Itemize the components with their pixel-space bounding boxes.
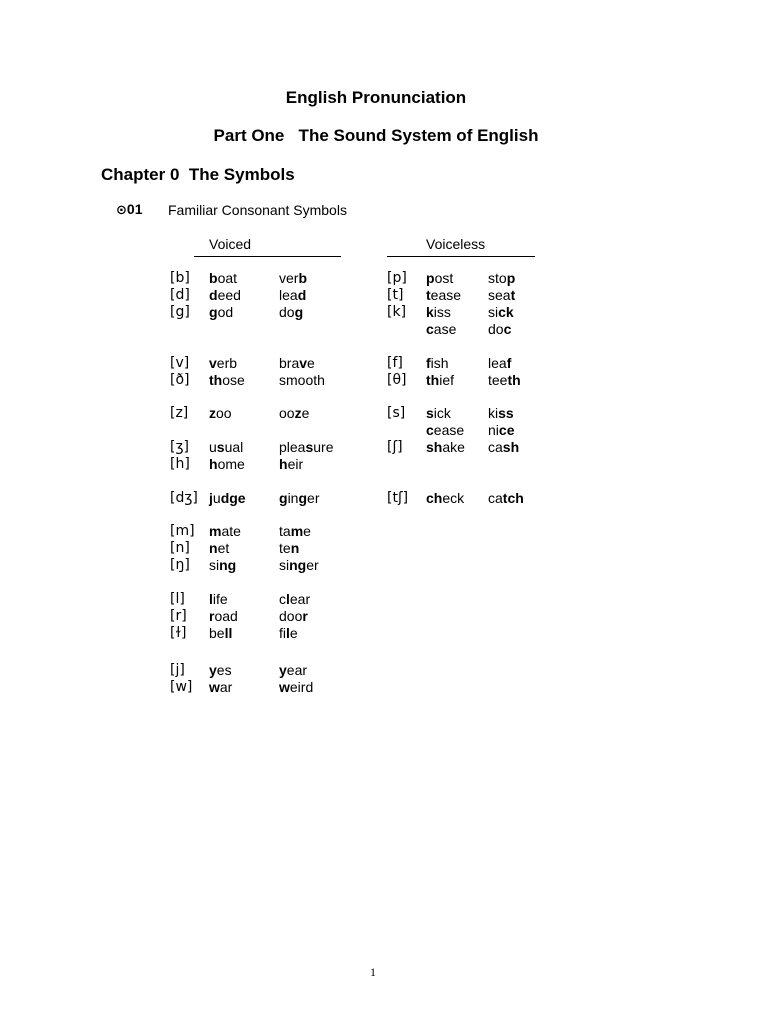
highlighted-letters: tch xyxy=(502,490,524,506)
highlighted-letters: b xyxy=(209,270,218,286)
example-word-initial xyxy=(426,439,465,456)
highlighted-letters: p xyxy=(426,270,435,286)
highlighted-letters: c xyxy=(503,321,512,337)
example-word-final xyxy=(488,405,514,422)
example-word-final xyxy=(488,372,521,389)
highlighted-letters: z xyxy=(209,405,216,421)
example-word-initial xyxy=(209,557,236,574)
word-fragment: eir xyxy=(287,456,304,472)
ipa-symbol: [w] xyxy=(170,679,193,695)
example-word-final xyxy=(488,490,524,507)
word-fragment: ase xyxy=(433,321,457,337)
word-fragment: sto xyxy=(488,270,507,286)
highlighted-letters: n xyxy=(290,540,300,556)
section-header xyxy=(116,201,142,219)
word-fragment: er xyxy=(307,490,320,506)
example-word-initial xyxy=(209,523,241,540)
word-fragment: c xyxy=(279,591,286,607)
example-word-initial xyxy=(426,287,461,304)
voiceless-header-rule xyxy=(387,256,535,257)
highlighted-letters: m xyxy=(209,523,222,539)
word-fragment: plea xyxy=(279,439,306,455)
ipa-symbol: [ŋ] xyxy=(170,557,190,573)
word-fragment: doo xyxy=(279,608,303,624)
document-title: English Pronunciation xyxy=(285,88,467,107)
voiceless-column-header: Voiceless xyxy=(426,236,486,252)
example-word-initial xyxy=(209,405,232,422)
example-word-initial xyxy=(426,405,451,422)
word-fragment: in xyxy=(287,490,299,506)
highlighted-letters: ll xyxy=(224,625,233,641)
highlighted-letters: l xyxy=(286,625,290,641)
highlighted-letters: ng xyxy=(289,557,307,573)
example-word-final xyxy=(279,557,319,574)
word-fragment: od xyxy=(217,304,234,320)
example-word-initial xyxy=(426,422,464,439)
ipa-symbol: [r] xyxy=(170,608,187,624)
example-word-final xyxy=(279,490,319,507)
example-word-initial xyxy=(209,662,232,679)
word-fragment: ish xyxy=(430,355,449,371)
example-word-initial xyxy=(209,608,238,625)
section-number: 01 xyxy=(126,201,143,217)
highlighted-letters: ss xyxy=(498,405,514,421)
word-fragment: ki xyxy=(488,405,499,421)
word-fragment: sea xyxy=(488,287,511,303)
highlighted-letters: f xyxy=(506,355,512,371)
word-fragment: er xyxy=(306,557,319,573)
word-fragment: eird xyxy=(289,679,314,695)
word-fragment: ar xyxy=(219,679,233,695)
example-word-initial xyxy=(426,270,453,287)
example-word-initial xyxy=(209,304,233,321)
word-fragment: ear xyxy=(289,591,311,607)
highlighted-letters: ng xyxy=(219,557,237,573)
word-fragment: oat xyxy=(217,270,238,286)
highlighted-letters: c xyxy=(426,321,434,337)
highlighted-letters: h xyxy=(279,456,288,472)
example-word-initial xyxy=(209,591,228,608)
example-word-final xyxy=(279,439,334,456)
ipa-symbol: [θ] xyxy=(387,372,407,388)
ipa-symbol: [l] xyxy=(170,591,185,607)
word-fragment: ate xyxy=(221,523,241,539)
example-word-final xyxy=(279,625,298,642)
word-fragment: et xyxy=(217,540,230,556)
word-fragment: ome xyxy=(217,456,245,472)
highlighted-letters: ch xyxy=(426,490,443,506)
highlighted-letters: ce xyxy=(498,422,515,438)
word-fragment: ake xyxy=(442,439,465,455)
word-fragment: lea xyxy=(279,287,298,303)
voiced-header-rule xyxy=(194,256,341,257)
example-word-final xyxy=(279,405,309,422)
highlighted-letters: t xyxy=(510,287,516,303)
word-fragment: oo xyxy=(216,405,232,421)
ipa-symbol: [p] xyxy=(387,270,407,286)
word-fragment: be xyxy=(209,625,225,641)
word-fragment: e xyxy=(307,355,315,371)
example-word-final xyxy=(488,355,511,372)
highlighted-letters: s xyxy=(426,405,434,421)
highlighted-letters: g xyxy=(279,490,288,506)
word-fragment: e xyxy=(289,625,298,641)
example-word-final xyxy=(488,287,515,304)
word-fragment: e xyxy=(303,523,311,539)
ipa-symbol: [j] xyxy=(170,662,185,678)
ipa-symbol: [b] xyxy=(170,270,190,286)
highlighted-letters: t xyxy=(426,287,431,303)
example-word-initial xyxy=(209,540,229,557)
ipa-symbol: [g] xyxy=(170,304,190,320)
part-heading: Part One The Sound System of English xyxy=(213,126,539,145)
highlighted-letters: th xyxy=(507,372,521,388)
word-fragment: ca xyxy=(488,439,503,455)
example-word-final xyxy=(279,662,307,679)
example-word-final xyxy=(279,372,325,389)
example-word-final xyxy=(488,321,511,338)
ipa-symbol: [n] xyxy=(170,540,190,556)
example-word-final xyxy=(279,304,303,321)
word-fragment: u xyxy=(209,439,217,455)
word-fragment: si xyxy=(209,557,220,573)
word-fragment: tee xyxy=(488,372,508,388)
ipa-symbol: [z] xyxy=(170,405,189,421)
page-number: 1 xyxy=(370,965,376,979)
ipa-symbol: [ʒ] xyxy=(170,439,190,455)
word-fragment: eed xyxy=(217,287,241,303)
highlighted-letters: b xyxy=(298,270,308,286)
word-fragment: te xyxy=(279,540,291,556)
word-fragment: si xyxy=(488,304,499,320)
ipa-symbol: [f] xyxy=(387,355,403,371)
ipa-symbol: [v] xyxy=(170,355,190,371)
word-fragment: ease xyxy=(433,422,465,438)
word-fragment: iss xyxy=(433,304,451,320)
word-fragment: ost xyxy=(434,270,454,286)
word-fragment: ca xyxy=(488,490,503,506)
word-fragment: oo xyxy=(279,405,295,421)
example-word-final xyxy=(488,439,519,456)
example-word-initial xyxy=(426,304,451,321)
ipa-symbol: [dʒ] xyxy=(170,490,198,506)
example-word-final xyxy=(279,679,313,696)
example-word-initial xyxy=(209,679,232,696)
highlighted-letters: ck xyxy=(498,304,514,320)
ipa-symbol: [ɫ] xyxy=(170,625,187,641)
highlighted-letters: v xyxy=(209,355,217,371)
word-fragment: fi xyxy=(279,625,286,641)
word-fragment: ear xyxy=(286,662,308,678)
ipa-symbol: [ʃ] xyxy=(387,439,403,455)
target-icon: ⊙ xyxy=(116,203,127,218)
highlighted-letters: s xyxy=(216,439,225,455)
word-fragment: e xyxy=(301,405,310,421)
example-word-final xyxy=(279,355,315,372)
word-fragment: eck xyxy=(442,490,465,506)
section-label: Familiar Consonant Symbols xyxy=(168,202,347,218)
example-word-final xyxy=(279,456,303,473)
word-fragment: ni xyxy=(488,422,499,438)
word-fragment: ure xyxy=(313,439,334,455)
highlighted-letters: g xyxy=(294,304,304,320)
ipa-symbol: [ð] xyxy=(170,372,190,388)
word-fragment: oad xyxy=(214,608,238,624)
highlighted-letters: d xyxy=(209,287,218,303)
highlighted-letters: g xyxy=(209,304,218,320)
ipa-symbol: [t] xyxy=(387,287,404,303)
word-fragment: erb xyxy=(216,355,238,371)
ipa-symbol: [h] xyxy=(170,456,190,472)
word-fragment: ease xyxy=(430,287,462,303)
word-fragment: bra xyxy=(279,355,300,371)
word-fragment: ife xyxy=(212,591,228,607)
ipa-symbol: [m] xyxy=(170,523,195,539)
highlighted-letters: p xyxy=(506,270,516,286)
example-word-initial xyxy=(426,355,449,372)
word-fragment: ta xyxy=(279,523,291,539)
highlighted-letters: d xyxy=(297,287,307,303)
example-word-initial xyxy=(209,270,237,287)
example-word-final xyxy=(488,304,514,321)
example-word-initial xyxy=(209,355,237,372)
highlighted-letters: sh xyxy=(426,439,443,455)
word-fragment: ose xyxy=(222,372,245,388)
highlighted-letters: w xyxy=(279,679,290,695)
ipa-symbol: [d] xyxy=(170,287,190,303)
word-fragment: lea xyxy=(488,355,507,371)
highlighted-letters: f xyxy=(426,355,431,371)
highlighted-letters: th xyxy=(209,372,223,388)
example-word-initial xyxy=(426,321,456,338)
highlighted-letters: v xyxy=(299,355,308,371)
example-word-final xyxy=(279,608,308,625)
highlighted-letters: l xyxy=(286,591,290,607)
example-word-final xyxy=(279,523,311,540)
ipa-symbol: [s] xyxy=(387,405,406,421)
highlighted-letters: w xyxy=(209,679,220,695)
example-word-final xyxy=(279,540,299,557)
highlighted-letters: th xyxy=(426,372,440,388)
word-fragment: ver xyxy=(279,270,299,286)
example-word-initial xyxy=(426,372,454,389)
highlighted-letters: h xyxy=(209,456,218,472)
word-fragment: es xyxy=(216,662,232,678)
example-word-initial xyxy=(209,625,232,642)
word-fragment: si xyxy=(279,557,290,573)
example-word-final xyxy=(279,270,307,287)
highlighted-letters: g xyxy=(298,490,308,506)
highlighted-letters: dge xyxy=(220,490,246,506)
voiced-column-header: Voiced xyxy=(209,236,252,252)
highlighted-letters: j xyxy=(209,490,213,506)
highlighted-letters: z xyxy=(294,405,302,421)
ipa-symbol: [k] xyxy=(387,304,407,320)
word-fragment: do xyxy=(279,304,295,320)
example-word-final xyxy=(488,422,514,439)
highlighted-letters: sh xyxy=(502,439,520,455)
word-fragment: u xyxy=(212,490,221,506)
word-fragment: ief xyxy=(439,372,455,388)
highlighted-letters: y xyxy=(209,662,217,678)
highlighted-letters: r xyxy=(209,608,215,624)
highlighted-letters: k xyxy=(426,304,434,320)
chapter-heading: Chapter 0 The Symbols xyxy=(101,165,295,184)
example-word-initial xyxy=(209,287,241,304)
word-fragment: smooth xyxy=(279,372,325,388)
word-fragment: ick xyxy=(433,405,451,421)
example-word-initial xyxy=(209,456,245,473)
word-fragment: do xyxy=(488,321,504,337)
example-word-final xyxy=(279,591,310,608)
example-word-initial xyxy=(209,372,245,389)
example-word-initial xyxy=(209,490,246,507)
highlighted-letters: n xyxy=(209,540,218,556)
highlighted-letters: r xyxy=(302,608,308,624)
example-word-initial xyxy=(426,490,464,507)
ipa-symbol: [tʃ] xyxy=(387,490,409,506)
highlighted-letters: l xyxy=(209,591,213,607)
highlighted-letters: s xyxy=(305,439,314,455)
highlighted-letters: c xyxy=(426,422,434,438)
highlighted-letters: m xyxy=(290,523,304,539)
highlighted-letters: y xyxy=(279,662,287,678)
example-word-final xyxy=(488,270,515,287)
word-fragment: ual xyxy=(224,439,244,455)
example-word-initial xyxy=(209,439,243,456)
example-word-final xyxy=(279,287,306,304)
